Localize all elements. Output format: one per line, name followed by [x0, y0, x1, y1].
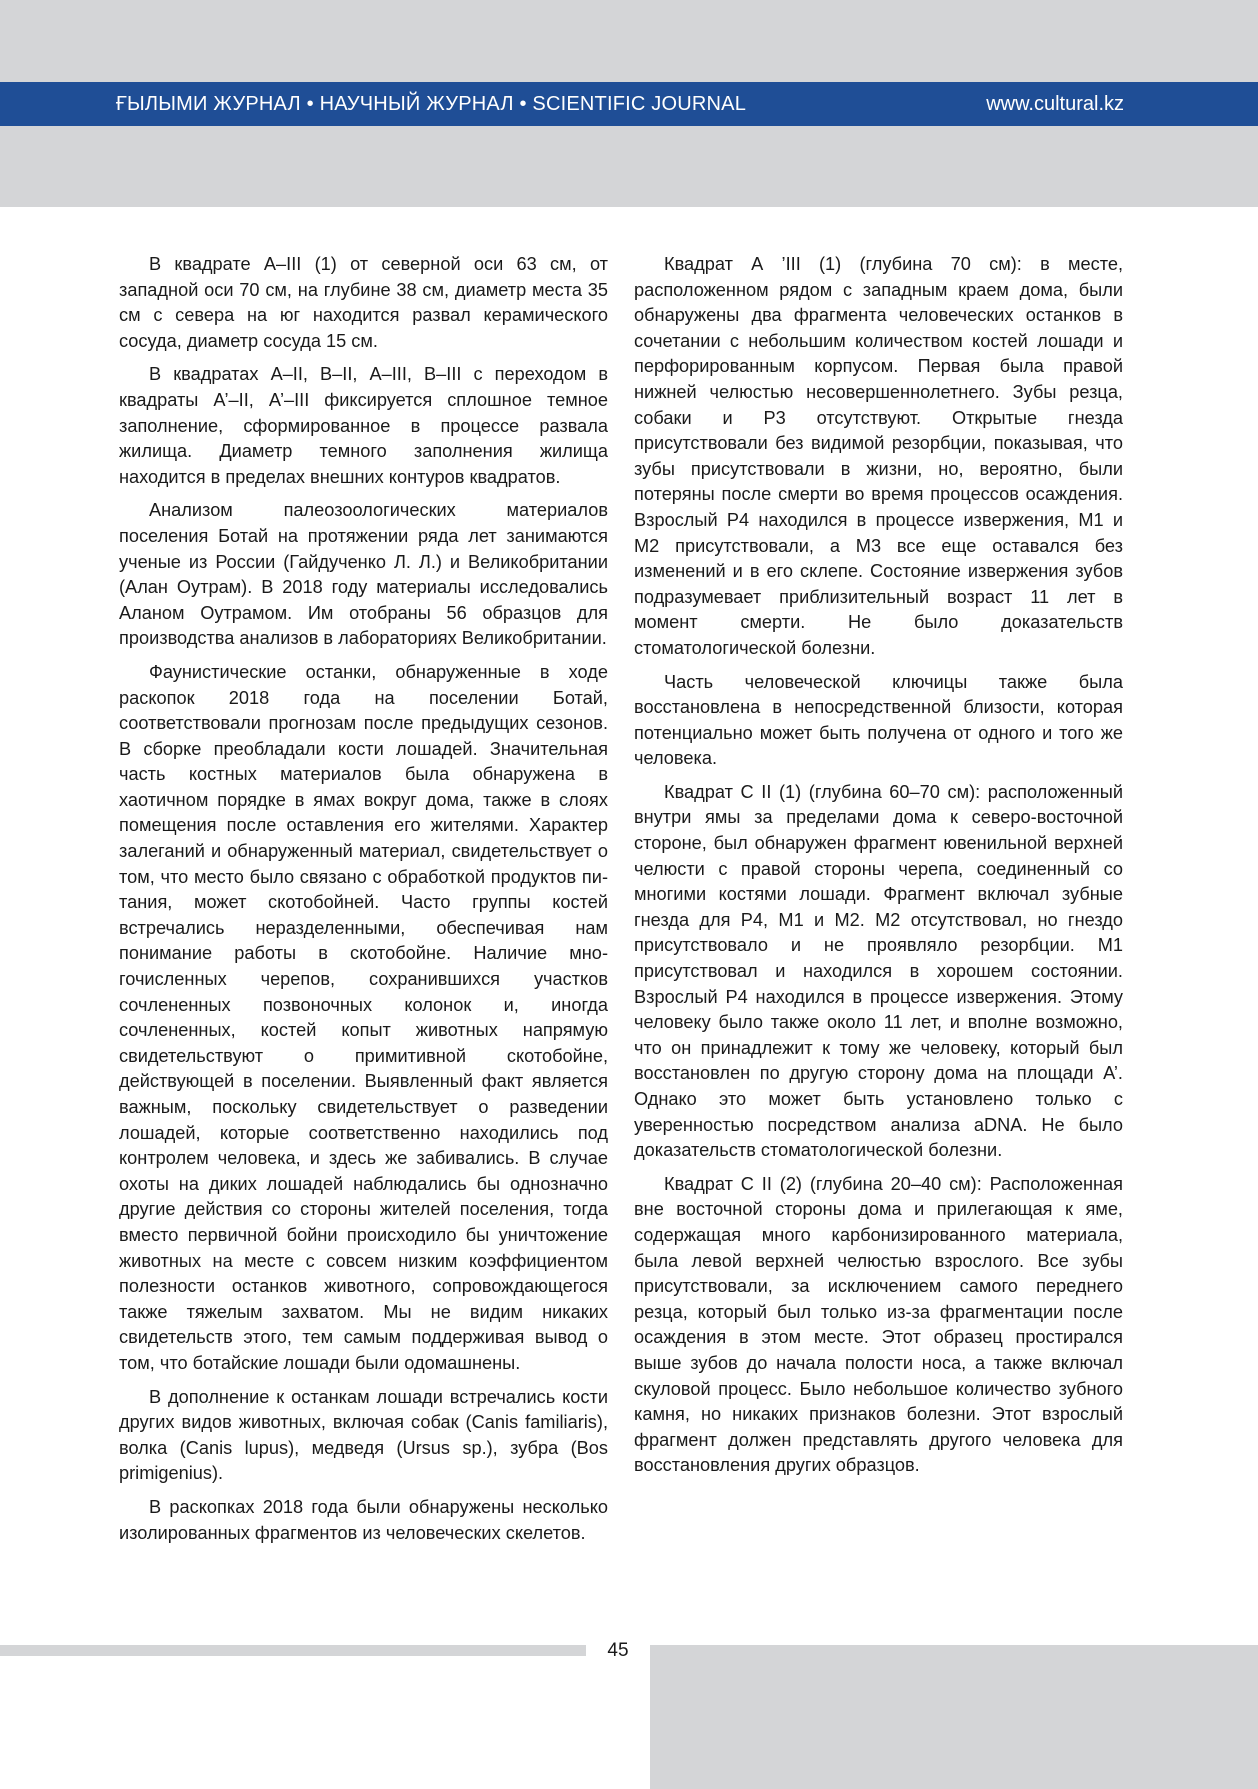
- paragraph: Квадрат С II (2) (глубина 20–40 см): Расположенная вне восточной стороны дома и прилегающая к яме, содержащая много карбонизированного материала, была левой верхней челюстью взрослого. Все зубы присутствовали, за исключением самого переднего резца, который был только из-за фрагментации после осаждения в этом месте. Этот образец простирался выше зубов до начала полости носа, а также включал скуловой процесс. Было небольшое количество зубного камня, но никаких признаков болезни. Этот взрослый фрагмент должен представлять другого человека для восстановления других образцов.: [634, 1173, 1123, 1476]
- footer-rule: [0, 1645, 586, 1656]
- right-text-column: [634, 252, 1123, 1487]
- paragraph: Фаунистические останки, обнаруженные в ходе раскопок 2018 года на поселении Ботай, соответствовали прогнозам после предыдущих сезонов. В сборке преобладали кости лошадей. Значительная часть костных материалов была обнаружена в хаотичном порядке в ямах вокруг дома, также в слоях помещения после оставления его жителями. Характер залеганий и обнаруженный материал, свидетельствует о том, что место было связано с обработкой продуктов питания, может скотобойней. Часто группы костей встречались неразделенными, обеспечивая нам понимание работы в скотобойне. Наличие многочисленных черепов, сохранившихся участков сочлененных позвоночных колонок и, иногда сочлененных, костей копыт животных напрямую свидетельствуют о примитивной скотобойне, действующей в поселении. Выявленный факт является важным, поскольку свидетельствует о разведении лошадей, которые соответственно находились под контролем человека, и здесь же забивались. В случае охоты на диких лошадей наблюдались бы однозначно другие действия со стороны жителей поселения, тогда вместо первичной бойни происходило бы уничтожение животных на месте с совсем низким коэффициентом полезности останков животного, сопровождающегося также тяжелым захватом. Мы не видим никаких свидетельств этого, тем самым поддерживая вывод о том, что ботайские лошади были одомашнены.: [119, 661, 608, 1373]
- journal-website-url[interactable]: www.cultural.kz: [986, 93, 1124, 115]
- left-text-column: [119, 252, 608, 1554]
- footer-gray-block: [650, 1645, 1258, 1789]
- paragraph: Анализом палеозоологических материалов поселения Ботай на протяжении ряда лет занимаются ученые из России (Гайдученко Л. Л.) и Великобритании (Алан Оутрам). В 2018 году материалы исследовались Аланом Оутрамом. Им отобраны 56 образцов для производства анализов в лабораториях Великобритании.: [119, 500, 608, 649]
- paragraph: В раскопках 2018 года были обнаружены несколько изолированных фрагментов из человеческих скелетов.: [119, 1496, 608, 1543]
- journal-title: ҒЫЛЫМИ ЖУРНАЛ • НАУЧНЫЙ ЖУРНАЛ • SCIENTIFIC JOURNAL: [116, 93, 747, 115]
- paragraph: В квадрате А–III (1) от северной оси 63 см, от западной оси 70 см, на глубине 38 см, диаметр места 35 см с севера на юг находится развал керамического сосуда, диаметр сосуда 15 см.: [119, 254, 608, 351]
- paragraph: В дополнение к останкам лошади встречались кости других видов животных, включая собак (Canis familiaris), волка (Canis lupus), медведя (Ursus sp.), зубра (Bos primigenius).: [119, 1386, 608, 1484]
- page-number: 45: [607, 1640, 629, 1661]
- paragraph: Квадрат С II (1) (глубина 60–70 см): расположенный внутри ямы за пределами дома к северо-восточной стороне, был обнаружен фрагмент ювенильной верхней челюсти с правой стороны черепа, соединенный со многими костями лошади. Фрагмент включал зубные гнезда для P4, M1 и M2. M2 отсутствовал, но гнездо присутствовало и не проявляло резорбции. M1 присутствовал и находился в хорошем состоянии. Взрослый P4 находился в процессе извержения. Этому человеку было также около 11 лет, и вполне возможно, что он принадлежит к тому же человеку, который был восстановлен по другую сторону дома на площади A’. Однако это может быть установлено только с уверенностью посредством анализа aDNA. Не было доказательств стоматологической болезни.: [634, 781, 1123, 1161]
- paragraph: Часть человеческой ключицы также была восстановлена в непосредственной близости, которая потенциально может быть получена от одного и того же человека.: [634, 671, 1123, 769]
- journal-header-bar: [0, 82, 1258, 126]
- paragraph: Квадрат А ’III (1) (глубина 70 см): в месте, расположенном рядом с западным краем дома, были обнаружены два фрагмента человеческих останков в сочетании с небольшим количеством костей лошади и перфорированным корпусом. Первая была правой нижней челюстью несовершеннолетнего. Зубы резца, собаки и P3 отсутствуют. Открытые гнезда присутствовали без видимой резорбции, показывая, что зубы присутствовали в жизни, но, вероятно, были потеряны после смерти во время процессов осаждения. Взрослый P4 находился в процессе извержения, M1 и M2 присутствовали, а M3 все еще оставался без изменений и в его склепе. Состояние извержения зубов подразумевает приблизительный возраст 11 лет в момент смерти. Не было доказательств стоматологической болезни.: [634, 254, 1123, 658]
- paragraph: В квадратах А–II, В–II, А–III, В–III с переходом в квадраты А’–II, А’–III фиксируется сплошное темное заполнение, сформированное в процессе развала жилища. Диаметр темного заполнения жилища находится в пределах внешних контуров квадратов.: [119, 364, 608, 487]
